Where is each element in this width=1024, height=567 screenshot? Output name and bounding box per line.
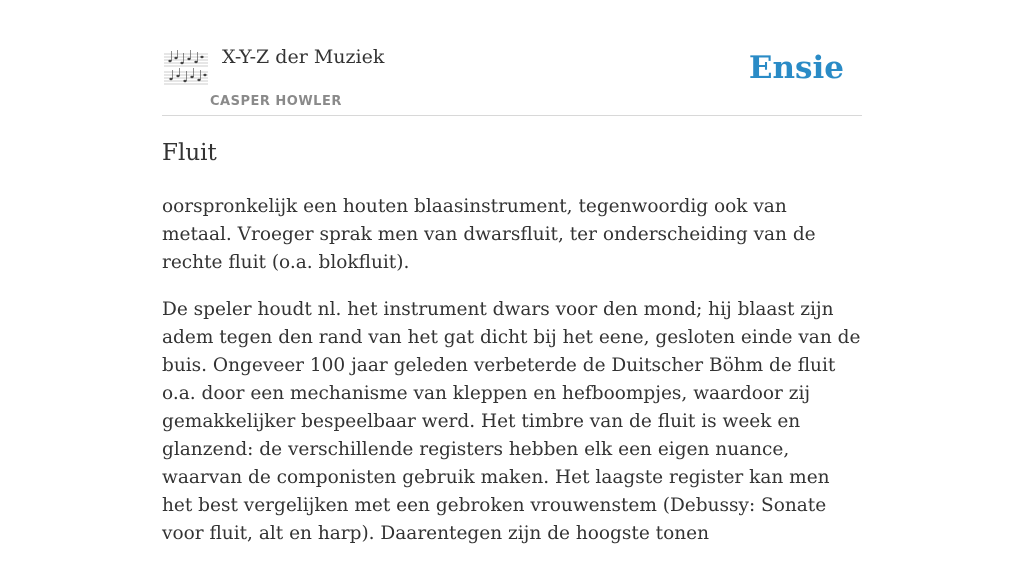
entry-title: Fluit — [162, 140, 217, 166]
entry-content — [162, 193, 862, 567]
entry-paragraph: oorspronkelijk een houten blaasinstrument, tegenwoordig ook van metaal. Vroeger sprak men van dwarsfluit, ter onderscheiding van de rechte fluit (o.a. blokfluit). — [162, 196, 816, 273]
book-title[interactable]: X-Y-Z der Muziek — [222, 46, 385, 68]
page — [162, 0, 862, 544]
sheet-music-icon[interactable] — [162, 46, 210, 90]
entry-paragraph: De speler houdt nl. het instrument dwars voor den mond; hij blaast zijn adem tegen den rand van het gat dicht bij het eene, gesloten einde van de buis. Ongeveer 100 jaar geleden verbeterde de Duitscher Böhm de fluit o.a. door een mechanisme van kleppen en hefboompjes, waardoor zij gemakkelijker bespeelbaar werd. Het timbre van de fluit is week en glanzend: de verschillende registers hebben elk een eigen nuance, waarvan de componisten gebruik maken. Het laagste register kan men het best vergelijken met een gebroken vrouwenstem (Debussy: Sonate voor fluit, alt en harp). Daarentegen zijn de hoogste tonen — [162, 299, 861, 544]
brand-logo[interactable]: Ensie — [748, 50, 844, 86]
header — [162, 0, 862, 116]
book-author[interactable]: CASPER HOWLER — [210, 94, 342, 109]
